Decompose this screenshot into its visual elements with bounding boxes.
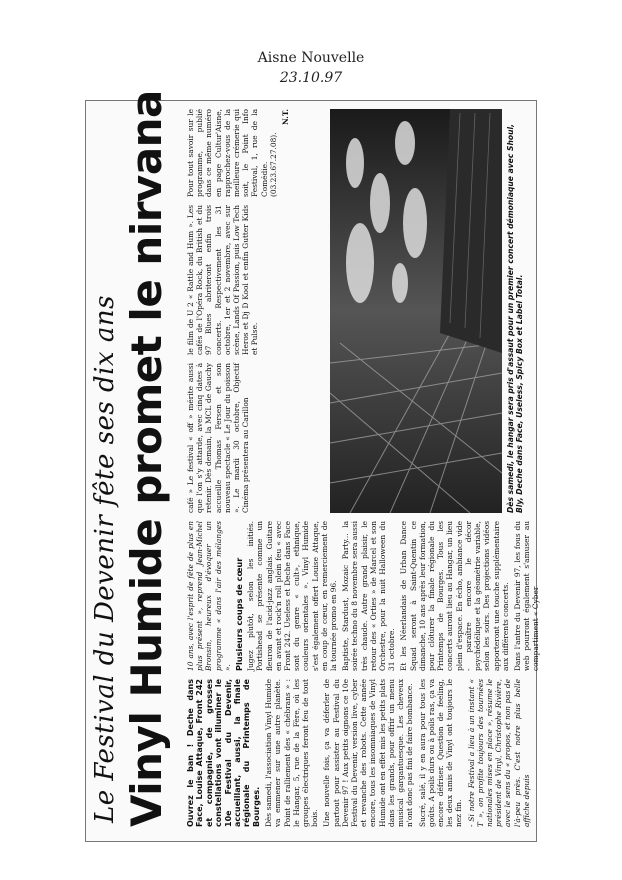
article-column-1	[186, 679, 531, 827]
concert-hall-photo-icon	[330, 109, 502, 513]
article-column-4	[186, 205, 326, 355]
article-kicker: Le Festival du Devenir fête ses dix ans	[90, 295, 120, 823]
article-column-3	[186, 363, 326, 513]
article-lead: Ouvrez le ban ! Deche dans Face, Louise Attaque, Front 242 et compagnie, de grosses constellations vont illuminer le 10e Festival du Devenir, accueillant, aussi, la finale régionale du Printemps de Bourges.	[186, 679, 261, 827]
article-headline: Vinyl Humide promet le nirvana	[122, 90, 171, 827]
paragraph: Et les Néerlandais de Urban Dance Squad seront à Saint-Quentin ce dimanche, 10 ans après leur formation, pour clôturer la finale régionale du Printemps de Bourges. Tous les concerts auront lieu au Hangar, un lieu plein d'espace. En écho, ambiance vide - paraître encore le décor psychédélique et la géométrie variable, selon les soirs. Des projections vidéos apporteront une touche supplémentaire aux différents concerts.	[399, 521, 510, 671]
paragraph: Pour tout savoir sur le programme, publié dans ce même numéro en page Cultur'Aisne, rapprochez-vous de la meilleure crémerie qui soit, le Point Info Festival, 1, rue de la Comédie. (03.23.67.27.08).	[186, 109, 278, 197]
paragraph: Baptiste, Stardust, Mozaic Party... la soirée techno du 8 novembre sera aussi très chaude. Autre grand plaisir, le retour des « Orties » de Marcel et son Orchestre, pour la nuit Halloween du 31 octobre.	[341, 521, 397, 671]
rotated-article	[86, 90, 541, 841]
paragraph: café » Le festival « off » mérite aussi que l'on s'y attarde, avec cinq dates à retenir. Dès demain, la MCL de Gauchy accueille Thomas Fersen et son nouveau spectacle « Le Jour du poisson ». Le mardi 30 octobre, Objectif Cinéma présentera au Carillon	[186, 363, 251, 513]
quote-paragraph: - Si notre Festival a lieu à un instant « T », on profite toujours des tournées nationales mises en place », résume le président de Vinyl, Christophe Rivière, avec le sens du « propos, et non pas de l'à-peu près. C'est notre plus belle affiche depuis	[466, 679, 531, 827]
article-column-5	[186, 109, 326, 197]
paragraph: Une nouvelle fois, ça va déferler de partout pour assister au Festival du Devenir 97 ! Aux petits oignons ce 10e Festival du Devenir, version live, cyber et revanche des robots. Cette année encore, tous les insomniaques de Vinyl Humide ont en effet mis les petits plats dans les grands, pour offrir un menu musical gargantuesque. Les cheveux n'ont donc pas fini de faire bombance.	[322, 679, 415, 827]
paragraph: Dès samedi, l'association Vinyl Humide va emmener sur une autre planète. Point de ralliement des « chébrans » : le Hangar, 5, rue de la Fère, où les groupes électriques feront feu de tout bois.	[264, 679, 320, 827]
newspaper-clipping	[85, 90, 541, 842]
paragraph: Sucré, salé, il y en aura pour tous les goûts. A poils durs ou à poils ras, ça va encore défriser. Question de feeling, les deux amis de Vinyl ont toujours le nez fin.	[417, 679, 464, 827]
publication-date: 23.10.97	[279, 70, 343, 86]
paragraph: Dans l'antre du Devenir 97, les fous du web pourront également s'amuser au compartiment « Cyber	[512, 521, 541, 671]
publication-name: Aisne Nouvelle	[257, 50, 365, 66]
photo-caption: Dès samedi, le hangar sera pris d'assaut pour un premier concert démoniaque avec Shoul, Bly, Deche dans Face, Useless, Spicy Box et Label Total.	[506, 124, 524, 513]
paragraph: Jugez plutôt, selon les initiés. Portishead se présente comme un fleuron de l'acid-jazz anglais. Guitare en avant et rock'n roll plein feu « avec Front 242. Useless et Deche dans Face sont du genre « cult», ethnique, couleurs orientales ». Vinyl Humide s'est également offert Louise Attaque, en coup de cœur, en remerciement de la tournée promo en 96.	[246, 521, 339, 671]
article-column-2	[186, 521, 541, 671]
author-signature: N.T.	[281, 109, 291, 125]
subheading: Plusieurs coups de cœur	[234, 557, 245, 671]
paragraph: 10 ans, avec l'esprit de fête de plus en plus présent », reprend Jean-Michel Bronsin, heureux d'évoquer un programme « dans l'air des mélanges ».	[186, 521, 232, 671]
photo-illustration	[330, 109, 502, 513]
paragraph: le film de U 2 « Rattle and Hum ». Les cafés de l'Opéra Rock, du British et du 97 Blues abriteront enfin trois concerts. Respectivement les 31 octobre, 1er et 2 novembre, avec sur scène, Lands Of Passion, puis Low Tech Heros et Dj D Kool et enfin Gutter Kids et Pulse.	[186, 205, 260, 355]
